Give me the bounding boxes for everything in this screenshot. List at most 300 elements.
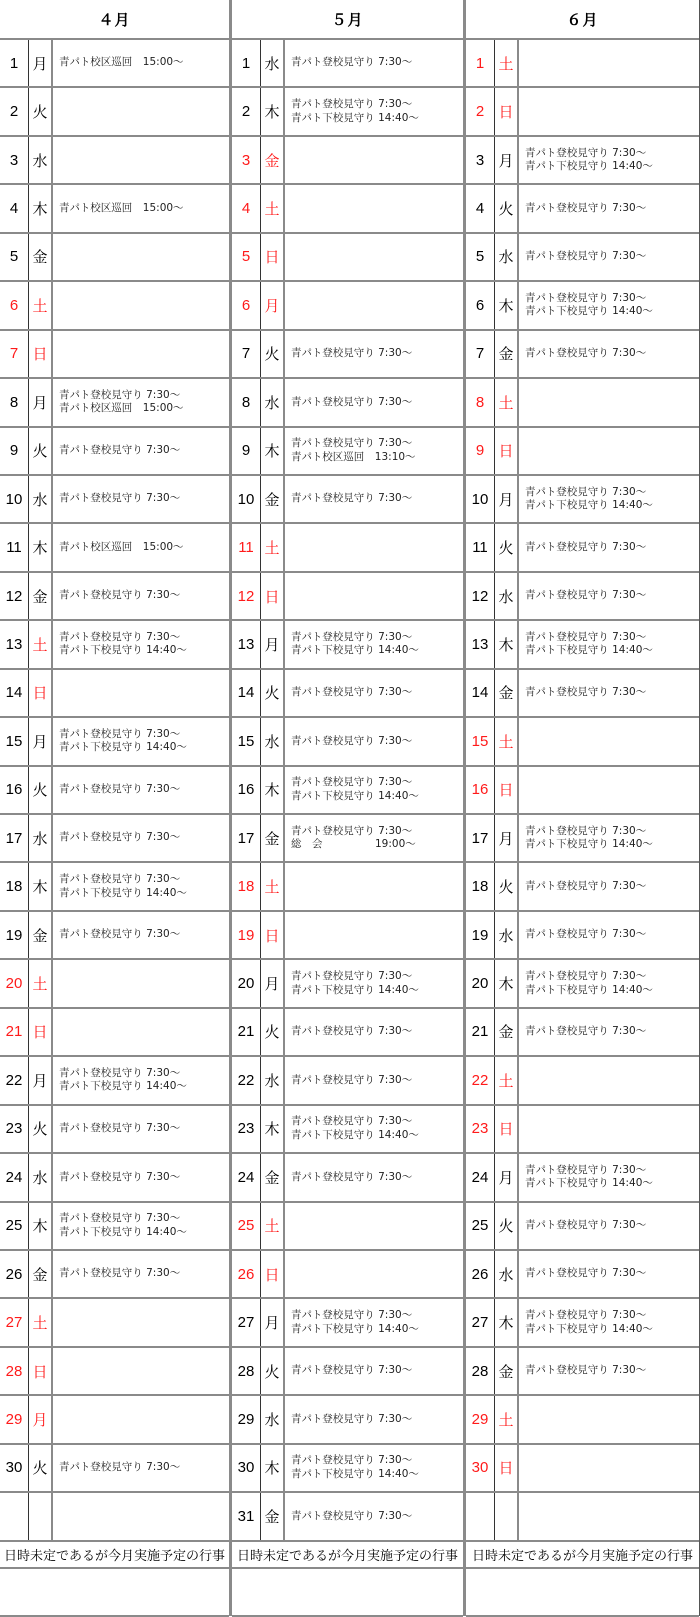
events-cell — [285, 1445, 463, 1491]
events-cell — [285, 379, 463, 425]
events-cell — [285, 863, 463, 909]
events-cell — [285, 282, 463, 328]
day-row — [466, 815, 699, 863]
event-item: 青パト登校見守り 7:30～ — [291, 1073, 413, 1086]
event-item: 青パト校区巡回 15:00～ — [59, 402, 184, 415]
day-row — [0, 524, 229, 572]
weekday: 木 — [29, 863, 53, 909]
event-item: 青パト下校見守り 14:40～ — [59, 741, 187, 754]
events-cell — [53, 282, 229, 328]
weekday: 火 — [495, 863, 519, 909]
event-item: 青パト下校見守り 14:40～ — [291, 789, 419, 802]
events-cell — [519, 88, 699, 134]
events-cell — [285, 234, 463, 280]
weekday: 木 — [261, 428, 285, 474]
events-cell — [53, 1106, 229, 1152]
day-row — [466, 1009, 699, 1057]
event-item: 青パト登校見守り 7:30～ — [59, 589, 181, 602]
event-item: 青パト登校見守り 7:30～ — [59, 1267, 181, 1280]
event-item: 青パト登校見守り 7:30～ — [525, 540, 647, 553]
day-number: 8 — [0, 379, 29, 425]
weekday: 木 — [29, 1203, 53, 1249]
day-row — [466, 185, 699, 233]
events-cell — [285, 1154, 463, 1200]
day-number — [0, 1493, 29, 1539]
day-number: 19 — [0, 912, 29, 958]
day-row — [466, 1106, 699, 1154]
events-cell — [285, 1396, 463, 1442]
weekday: 金 — [29, 912, 53, 958]
weekday: 水 — [495, 234, 519, 280]
events-cell — [519, 621, 699, 667]
weekday: 木 — [495, 621, 519, 667]
events-cell — [53, 1203, 229, 1249]
events-cell — [285, 573, 463, 619]
day-row — [232, 40, 463, 88]
weekday: 火 — [495, 1203, 519, 1249]
weekday: 月 — [495, 815, 519, 861]
day-number: 22 — [466, 1057, 495, 1103]
weekday: 木 — [495, 1299, 519, 1345]
events-cell — [519, 428, 699, 474]
day-number: 20 — [0, 960, 29, 1006]
events-cell — [285, 40, 463, 86]
day-row — [232, 573, 463, 621]
day-number: 25 — [466, 1203, 495, 1249]
events-cell — [53, 88, 229, 134]
event-item: 青パト登校見守り 7:30～ — [525, 686, 647, 699]
day-number: 16 — [232, 767, 261, 813]
event-item: 青パト登校見守り 7:30～ — [59, 1066, 181, 1079]
events-cell — [519, 1057, 699, 1103]
day-number: 21 — [232, 1009, 261, 1055]
day-number: 10 — [466, 476, 495, 522]
weekday: 火 — [261, 670, 285, 716]
event-item: 青パト登校見守り 7:30～ — [525, 970, 647, 983]
weekday: 水 — [29, 1154, 53, 1200]
event-item: 青パト登校見守り 7:30～ — [525, 485, 647, 498]
day-number: 15 — [0, 718, 29, 764]
event-item: 青パト登校見守り 7:30～ — [525, 1364, 647, 1377]
day-row — [466, 573, 699, 621]
weekday: 日 — [29, 1009, 53, 1055]
day-row — [0, 428, 229, 476]
day-number: 28 — [0, 1348, 29, 1394]
event-item: 青パト下校見守り 14:40～ — [525, 305, 653, 318]
day-row — [0, 1251, 229, 1299]
weekday: 金 — [29, 1251, 53, 1297]
day-number: 22 — [232, 1057, 261, 1103]
events-cell — [285, 621, 463, 667]
weekday: 金 — [261, 815, 285, 861]
day-row — [466, 1396, 699, 1444]
day-row — [466, 1493, 699, 1541]
weekday: 水 — [29, 476, 53, 522]
weekday: 木 — [29, 524, 53, 570]
events-cell — [53, 185, 229, 231]
day-number: 25 — [232, 1203, 261, 1249]
day-row — [232, 767, 463, 815]
events-cell — [285, 476, 463, 522]
day-number: 16 — [0, 767, 29, 813]
weekday: 月 — [495, 1154, 519, 1200]
weekday: 木 — [261, 1445, 285, 1491]
events-cell — [285, 670, 463, 716]
day-row — [0, 767, 229, 815]
day-row — [466, 1348, 699, 1396]
undecided-events-label: 日時未定であるが今月実施予定の行事 — [0, 1542, 229, 1569]
day-number: 18 — [0, 863, 29, 909]
day-number: 26 — [0, 1251, 29, 1297]
day-row — [232, 912, 463, 960]
day-number: 10 — [232, 476, 261, 522]
weekday: 土 — [29, 282, 53, 328]
weekday: 日 — [495, 1106, 519, 1152]
event-item: 青パト登校見守り 7:30～ — [59, 928, 181, 941]
day-row — [0, 718, 229, 766]
event-item: 青パト校区巡回 15:00～ — [59, 56, 184, 69]
day-number: 17 — [232, 815, 261, 861]
events-cell — [53, 1348, 229, 1394]
day-row — [466, 718, 699, 766]
day-number: 4 — [466, 185, 495, 231]
events-cell — [285, 767, 463, 813]
day-number: 1 — [232, 40, 261, 86]
day-number: 7 — [232, 331, 261, 377]
event-item: 青パト登校見守り 7:30～ — [525, 879, 647, 892]
day-number: 15 — [466, 718, 495, 764]
events-cell — [53, 476, 229, 522]
events-cell — [519, 960, 699, 1006]
weekday: 日 — [495, 1445, 519, 1491]
events-cell — [285, 1106, 463, 1152]
weekday: 木 — [261, 767, 285, 813]
day-row — [232, 234, 463, 282]
weekday: 火 — [29, 88, 53, 134]
month-header: ６月 — [466, 0, 699, 40]
day-number: 14 — [232, 670, 261, 716]
event-item: 青パト登校見守り 7:30～ — [291, 824, 413, 837]
events-cell — [53, 718, 229, 764]
events-cell — [285, 815, 463, 861]
day-number: 3 — [232, 137, 261, 183]
events-cell — [519, 573, 699, 619]
day-row — [0, 1348, 229, 1396]
weekday: 土 — [495, 40, 519, 86]
weekday — [29, 1493, 53, 1539]
day-number: 24 — [466, 1154, 495, 1200]
day-number: 24 — [0, 1154, 29, 1200]
event-item: 青パト登校見守り 7:30～ — [525, 1267, 647, 1280]
day-number: 5 — [466, 234, 495, 280]
event-item: 青パト登校見守り 7:30～ — [291, 395, 413, 408]
event-item: 青パト登校見守り 7:30～ — [525, 250, 647, 263]
day-row — [232, 185, 463, 233]
weekday: 金 — [29, 573, 53, 619]
events-cell — [519, 670, 699, 716]
day-row — [0, 137, 229, 185]
event-item: 青パト登校見守り 7:30～ — [291, 1454, 413, 1467]
events-cell — [53, 815, 229, 861]
day-number: 10 — [0, 476, 29, 522]
day-row — [466, 379, 699, 427]
events-cell — [53, 379, 229, 425]
events-cell — [53, 524, 229, 570]
weekday: 日 — [261, 1251, 285, 1297]
day-number: 5 — [0, 234, 29, 280]
weekday: 金 — [495, 1009, 519, 1055]
weekday: 木 — [495, 282, 519, 328]
weekday: 月 — [261, 1299, 285, 1345]
day-row — [232, 331, 463, 379]
event-item: 青パト登校見守り 7:30～ — [59, 727, 181, 740]
weekday: 水 — [29, 137, 53, 183]
day-number: 6 — [466, 282, 495, 328]
event-item: 青パト下校見守り 14:40～ — [291, 983, 419, 996]
event-item: 青パト登校見守り 7:30～ — [59, 873, 181, 886]
day-number: 23 — [466, 1106, 495, 1152]
day-row — [232, 524, 463, 572]
event-item: 青パト登校見守り 7:30～ — [59, 831, 181, 844]
events-cell — [285, 1299, 463, 1345]
events-cell — [53, 912, 229, 958]
events-cell — [285, 185, 463, 231]
day-row — [466, 1203, 699, 1251]
day-number: 1 — [0, 40, 29, 86]
event-item: 青パト登校見守り 7:30～ — [59, 783, 181, 796]
events-cell — [519, 767, 699, 813]
month-column-may — [232, 0, 466, 1616]
day-number: 13 — [0, 621, 29, 667]
events-cell — [53, 670, 229, 716]
weekday: 水 — [261, 40, 285, 86]
day-number: 4 — [232, 185, 261, 231]
day-row — [466, 234, 699, 282]
day-number: 13 — [466, 621, 495, 667]
events-cell — [519, 1445, 699, 1491]
day-number: 31 — [232, 1493, 261, 1539]
day-number: 17 — [466, 815, 495, 861]
day-row — [466, 621, 699, 669]
day-number: 4 — [0, 185, 29, 231]
day-row — [232, 718, 463, 766]
weekday: 金 — [495, 670, 519, 716]
event-item: 青パト下校見守り 14:40～ — [59, 1225, 187, 1238]
event-item: 青パト校区巡回 15:00～ — [59, 540, 184, 553]
day-number: 19 — [466, 912, 495, 958]
day-row — [0, 912, 229, 960]
day-row — [466, 1057, 699, 1105]
events-cell — [519, 1251, 699, 1297]
day-number: 12 — [0, 573, 29, 619]
month-header: ４月 — [0, 0, 229, 40]
weekday: 金 — [261, 1493, 285, 1539]
weekday: 月 — [495, 476, 519, 522]
events-cell — [53, 1154, 229, 1200]
day-number: 11 — [466, 524, 495, 570]
event-item: 青パト登校見守り 7:30～ — [525, 1163, 647, 1176]
day-row — [466, 137, 699, 185]
day-number: 22 — [0, 1057, 29, 1103]
weekday: 月 — [29, 1396, 53, 1442]
events-cell — [53, 1251, 229, 1297]
day-row — [0, 670, 229, 718]
day-row — [232, 1396, 463, 1444]
events-cell — [285, 1251, 463, 1297]
event-item: 青パト下校見守り 14:40～ — [525, 499, 653, 512]
day-row — [466, 524, 699, 572]
event-item: 青パト下校見守り 14:40～ — [525, 838, 653, 851]
day-row — [232, 476, 463, 524]
weekday: 金 — [261, 137, 285, 183]
event-item: 青パト下校見守り 14:40～ — [525, 1177, 653, 1190]
weekday: 日 — [495, 767, 519, 813]
undecided-events-label: 日時未定であるが今月実施予定の行事 — [466, 1542, 699, 1569]
day-number: 30 — [466, 1445, 495, 1491]
day-number: 9 — [232, 428, 261, 474]
day-number: 28 — [466, 1348, 495, 1394]
day-number: 26 — [466, 1251, 495, 1297]
events-cell — [53, 1396, 229, 1442]
day-number: 6 — [232, 282, 261, 328]
day-number: 24 — [232, 1154, 261, 1200]
event-item: 青パト下校見守り 14:40～ — [525, 644, 653, 657]
events-cell — [285, 960, 463, 1006]
events-cell — [53, 40, 229, 86]
events-cell — [285, 1203, 463, 1249]
events-cell — [519, 1154, 699, 1200]
weekday: 火 — [495, 524, 519, 570]
month-column-april — [0, 0, 232, 1616]
weekday: 月 — [29, 1057, 53, 1103]
day-rows — [466, 40, 699, 1542]
events-cell — [53, 428, 229, 474]
day-number: 21 — [466, 1009, 495, 1055]
weekday: 火 — [29, 1445, 53, 1491]
event-item: 青パト登校見守り 7:30～ — [525, 630, 647, 643]
events-cell — [519, 331, 699, 377]
day-row — [466, 428, 699, 476]
day-row — [232, 428, 463, 476]
weekday: 火 — [261, 1009, 285, 1055]
day-number: 29 — [232, 1396, 261, 1442]
weekday: 水 — [29, 815, 53, 861]
events-cell — [519, 1299, 699, 1345]
day-row — [232, 1299, 463, 1347]
event-item: 青パト校区巡回 13:10～ — [291, 450, 416, 463]
day-number: 27 — [466, 1299, 495, 1345]
day-row — [0, 379, 229, 427]
day-number: 30 — [232, 1445, 261, 1491]
day-number: 13 — [232, 621, 261, 667]
day-number: 1 — [466, 40, 495, 86]
day-row — [0, 621, 229, 669]
events-cell — [53, 1445, 229, 1491]
weekday: 土 — [495, 1396, 519, 1442]
weekday: 水 — [261, 379, 285, 425]
undecided-events-cell — [0, 1569, 229, 1617]
events-cell — [285, 524, 463, 570]
weekday: 月 — [495, 137, 519, 183]
events-cell — [519, 524, 699, 570]
event-item: 青パト登校見守り 7:30～ — [291, 492, 413, 505]
day-row — [232, 1106, 463, 1154]
event-item: 青パト下校見守り 14:40～ — [291, 111, 419, 124]
weekday: 金 — [495, 1348, 519, 1394]
day-row — [466, 767, 699, 815]
day-rows — [0, 40, 229, 1542]
event-item: 青パト登校見守り 7:30～ — [525, 291, 647, 304]
day-row — [232, 621, 463, 669]
event-item: 青パト登校見守り 7:30～ — [291, 56, 413, 69]
events-cell — [519, 40, 699, 86]
weekday: 土 — [495, 718, 519, 764]
events-cell — [519, 1493, 699, 1539]
event-item: 青パト登校見守り 7:30～ — [291, 1309, 413, 1322]
day-rows — [232, 40, 463, 1542]
day-row — [232, 1251, 463, 1299]
day-row — [232, 137, 463, 185]
day-row — [0, 1396, 229, 1444]
day-number: 8 — [232, 379, 261, 425]
events-cell — [53, 1057, 229, 1103]
weekday: 土 — [261, 1203, 285, 1249]
day-number: 11 — [0, 524, 29, 570]
weekday: 火 — [29, 767, 53, 813]
weekday: 火 — [29, 1106, 53, 1152]
event-item: 青パト登校見守り 7:30～ — [291, 686, 413, 699]
weekday: 月 — [29, 718, 53, 764]
weekday: 水 — [261, 718, 285, 764]
day-row — [0, 234, 229, 282]
event-item: 青パト登校見守り 7:30～ — [59, 1461, 181, 1474]
undecided-events-cell — [466, 1569, 699, 1617]
day-number — [466, 1493, 495, 1539]
day-row — [232, 863, 463, 911]
events-cell — [53, 1493, 229, 1539]
events-cell — [53, 137, 229, 183]
day-row — [466, 1154, 699, 1202]
weekday: 月 — [261, 282, 285, 328]
events-cell — [519, 1106, 699, 1152]
event-item: 青パト登校見守り 7:30～ — [59, 630, 181, 643]
day-row — [0, 1154, 229, 1202]
day-number: 12 — [232, 573, 261, 619]
day-row — [232, 670, 463, 718]
event-item: 青パト校区巡回 15:00～ — [59, 201, 184, 214]
day-number: 11 — [232, 524, 261, 570]
day-number: 27 — [0, 1299, 29, 1345]
events-cell — [285, 88, 463, 134]
day-row — [232, 282, 463, 330]
day-number: 3 — [466, 137, 495, 183]
event-item: 青パト下校見守り 14:40～ — [291, 1322, 419, 1335]
day-number: 8 — [466, 379, 495, 425]
events-cell — [53, 1009, 229, 1055]
events-cell — [519, 1396, 699, 1442]
day-number: 20 — [466, 960, 495, 1006]
event-item: 青パト登校見守り 7:30～ — [291, 347, 413, 360]
events-cell — [519, 234, 699, 280]
events-cell — [53, 331, 229, 377]
weekday: 月 — [261, 960, 285, 1006]
day-number: 17 — [0, 815, 29, 861]
event-item: 青パト登校見守り 7:30～ — [291, 1115, 413, 1128]
day-row — [0, 331, 229, 379]
events-cell — [285, 1057, 463, 1103]
day-row — [466, 670, 699, 718]
day-number: 2 — [232, 88, 261, 134]
